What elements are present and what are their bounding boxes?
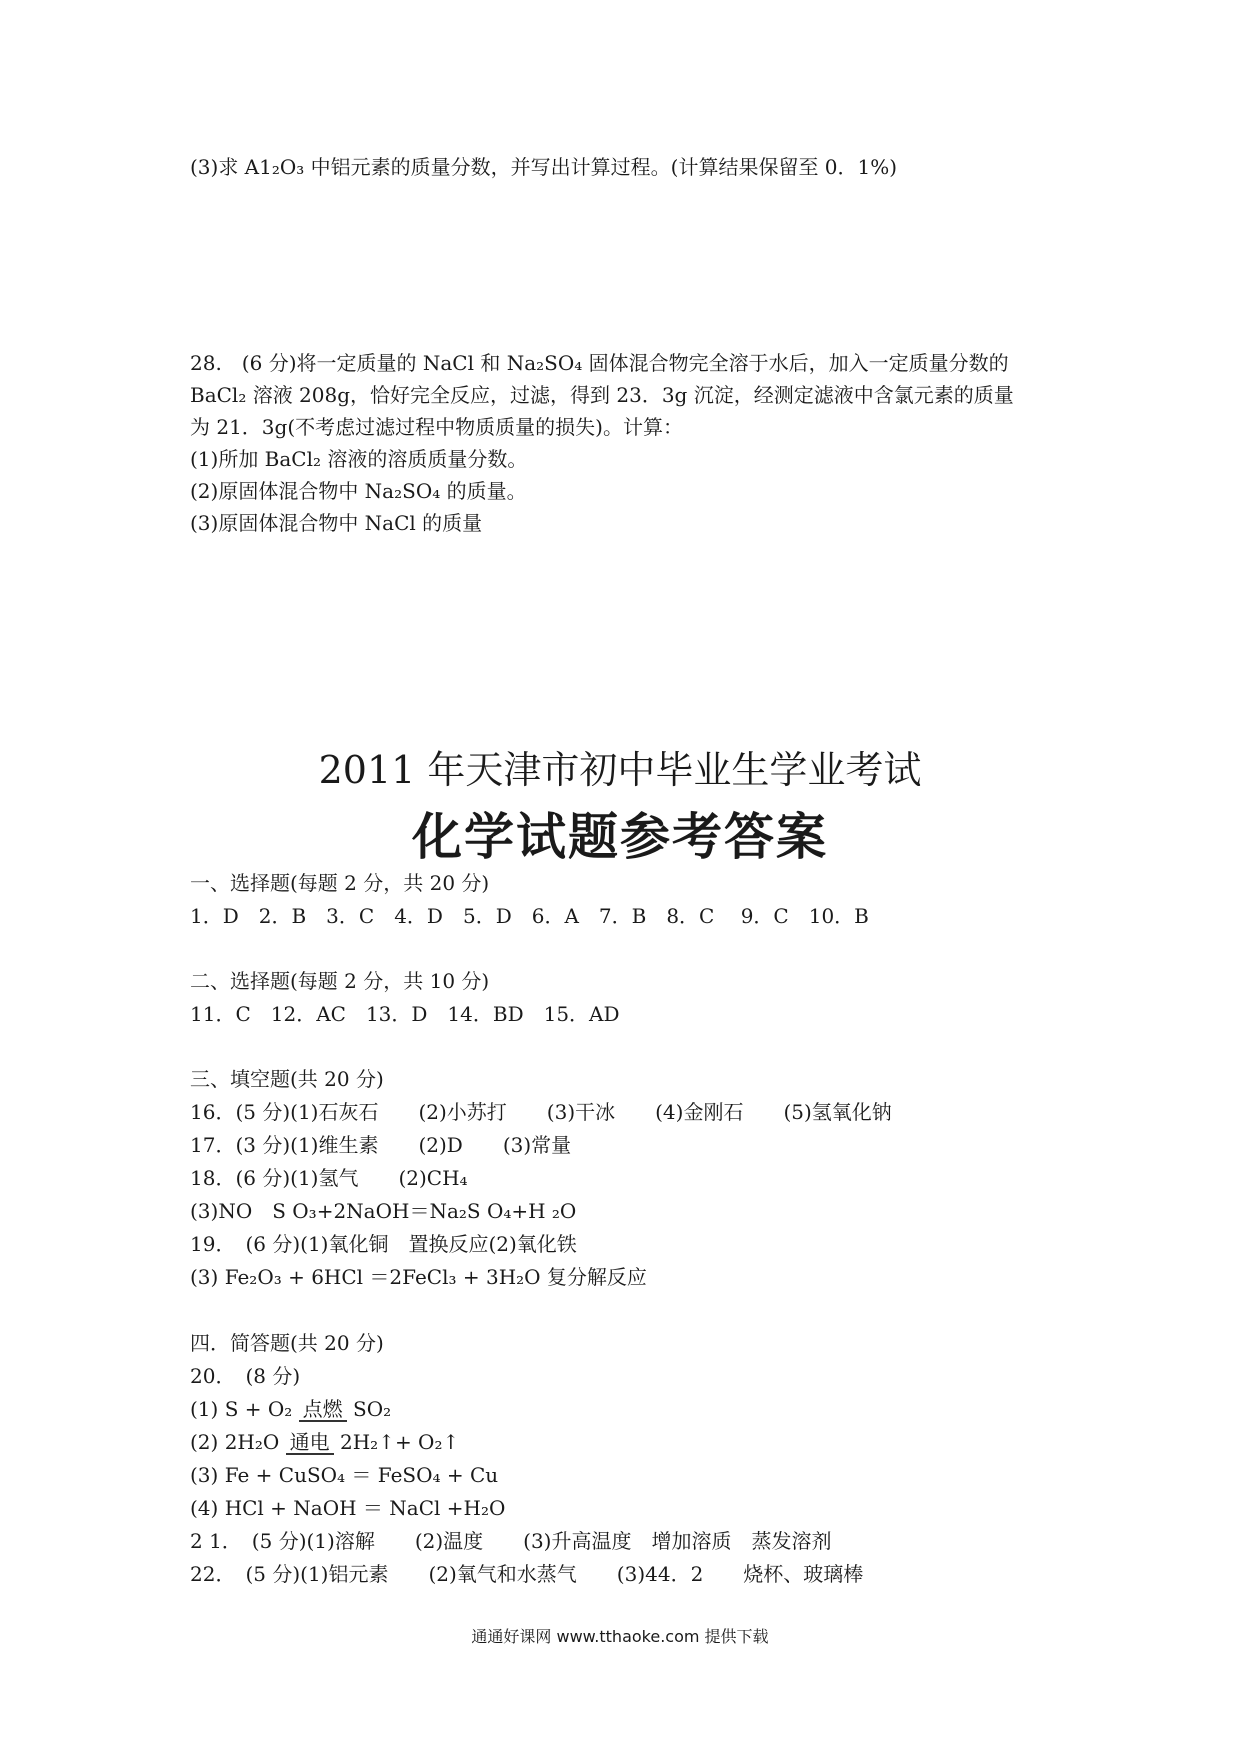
section1-heading: 一、选择题(每题 2 分，共 20 分) <box>190 871 490 895</box>
q28-part1: (1)所加 BaCl₂ 溶液的溶质质量分数。 <box>190 447 528 471</box>
answer-22: 22． (5 分)(1)铝元素 (2)氧气和水蒸气 (3)44．2 烧杯、玻璃棒 <box>190 1562 864 1586</box>
equation-1-reactants: (1) S + O₂ <box>190 1397 293 1421</box>
answer-20-heading: 20． (8 分) <box>190 1364 301 1388</box>
answers-title-sub: 化学试题参考答案 <box>412 808 828 866</box>
section3-heading: 三、填空题(共 20 分) <box>190 1067 384 1091</box>
answer-19-part2: (3) Fe₂O₃ + 6HCl ＝2FeCl₃ + 3H₂O 复分解反应 <box>190 1265 647 1289</box>
answer-18-part2: (3)NO S O₃+2NaOH＝Na₂S O₄+H ₂O <box>190 1199 577 1223</box>
answer-17: 17．(3 分)(1)维生素 (2)D (3)常量 <box>190 1133 572 1157</box>
answers-title-main: 2011 年天津市初中毕业生学业考试 <box>318 748 922 792</box>
q28-stem-line3: 为 21．3g(不考虑过滤过程中物质质量的损失)。计算： <box>190 415 683 439</box>
q27-part3: (3)求 A1₂O₃ 中铝元素的质量分数，并写出计算过程。(计算结果保留至 0．1%) <box>190 155 898 179</box>
equation-2-products: 2H₂↑+ O₂↑ <box>340 1430 460 1454</box>
footer-credit: 通通好课网 www.tthaoke.com 提供下载 <box>471 1627 769 1646</box>
section2-heading: 二、选择题(每题 2 分，共 10 分) <box>190 969 490 993</box>
answer-19-part1: 19． (6 分)(1)氧化铜 置换反应(2)氧化铁 <box>190 1232 577 1256</box>
answer-20-equation-3: (3) Fe + CuSO₄ ＝ FeSO₄ + Cu <box>190 1463 499 1487</box>
equation-2-condition: 通电 <box>286 1431 334 1455</box>
answer-16: 16．(5 分)(1)石灰石 (2)小苏打 (3)干冰 (4)金刚石 (5)氢氧化钠 <box>190 1100 892 1124</box>
equation-2-reactants: (2) 2H₂O <box>190 1430 280 1454</box>
section4-heading: 四．简答题(共 20 分) <box>190 1331 384 1355</box>
equation-1-products: SO₂ <box>353 1397 392 1421</box>
answer-20-equation-2 <box>190 1429 459 1455</box>
q28-part3: (3)原固体混合物中 NaCl 的质量 <box>190 511 483 535</box>
q28-part2: (2)原固体混合物中 Na₂SO₄ 的质量。 <box>190 479 527 503</box>
answer-21: 2 1． (5 分)(1)溶解 (2)温度 (3)升高温度 增加溶质 蒸发溶剂 <box>190 1529 832 1553</box>
equation-1-condition: 点燃 <box>299 1398 347 1422</box>
answer-20-equation-1 <box>190 1396 391 1422</box>
section2-answers: 11．C 12．AC 13．D 14．BD 15．AD <box>190 1002 620 1026</box>
answer-18-part1: 18．(6 分)(1)氢气 (2)CH₄ <box>190 1166 468 1190</box>
section1-answers: 1．D 2．B 3．C 4．D 5．D 6．A 7．B 8．C 9．C 10．B <box>190 904 869 928</box>
q28-stem-line1: 28. (6 分)将一定质量的 NaCl 和 Na₂SO₄ 固体混合物完全溶于水后，加入一定质量分数的 <box>190 351 1009 375</box>
answer-20-equation-4: (4) HCl + NaOH ＝ NaCl +H₂O <box>190 1496 506 1520</box>
q28-stem-line2: BaCl₂ 溶液 208g，恰好完全反应，过滤，得到 23．3g 沉淀，经测定滤液中含氯元素的质量 <box>190 383 1014 407</box>
